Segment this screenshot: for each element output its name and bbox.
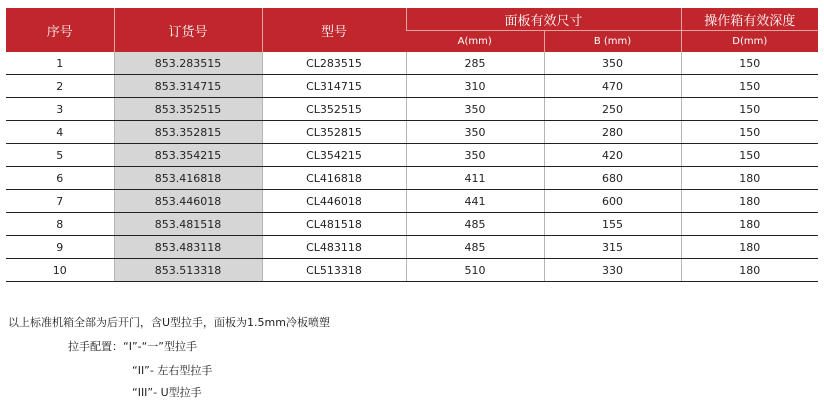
cell-order-no: 853.352815 xyxy=(114,121,262,144)
cell-order-no: 853.481518 xyxy=(114,213,262,236)
cell-index: 4 xyxy=(6,121,114,144)
header-a: A(mm) xyxy=(406,31,544,53)
table-body xyxy=(6,52,818,282)
cell-b: 420 xyxy=(544,144,681,167)
cell-index: 2 xyxy=(6,75,114,98)
cell-index: 6 xyxy=(6,167,114,190)
cell-order-no: 853.354215 xyxy=(114,144,262,167)
cell-b: 315 xyxy=(544,236,681,259)
cell-order-no: 853.416818 xyxy=(114,167,262,190)
note-line-3: “II”- 左右型拉手 xyxy=(132,364,213,377)
table-row xyxy=(6,213,818,236)
cell-index: 1 xyxy=(6,52,114,75)
cell-a: 485 xyxy=(406,236,544,259)
cell-d: 150 xyxy=(681,75,818,98)
cell-model: CL314715 xyxy=(262,75,406,98)
cell-d: 180 xyxy=(681,236,818,259)
cell-model: CL416818 xyxy=(262,167,406,190)
cell-b: 250 xyxy=(544,98,681,121)
note-line-1: 以上标准机箱全部为后开门，含U型拉手，面板为1.5mm冷板喷塑 xyxy=(8,316,330,329)
table-row xyxy=(6,121,818,144)
cell-d: 150 xyxy=(681,121,818,144)
cell-index: 10 xyxy=(6,259,114,282)
cell-model: CL283515 xyxy=(262,52,406,75)
header-order-no: 订货号 xyxy=(114,8,262,52)
cell-d: 180 xyxy=(681,213,818,236)
cell-index: 7 xyxy=(6,190,114,213)
cell-a: 485 xyxy=(406,213,544,236)
cell-model: CL352815 xyxy=(262,121,406,144)
cell-model: CL513318 xyxy=(262,259,406,282)
cell-order-no: 853.314715 xyxy=(114,75,262,98)
cell-model: CL352515 xyxy=(262,98,406,121)
cell-index: 9 xyxy=(6,236,114,259)
cell-b: 350 xyxy=(544,52,681,75)
cell-model: CL481518 xyxy=(262,213,406,236)
cell-b: 680 xyxy=(544,167,681,190)
cell-d: 180 xyxy=(681,167,818,190)
header-b: B (mm) xyxy=(544,31,681,53)
cell-a: 350 xyxy=(406,98,544,121)
cell-d: 150 xyxy=(681,52,818,75)
table-row xyxy=(6,75,818,98)
cell-a: 285 xyxy=(406,52,544,75)
cell-index: 5 xyxy=(6,144,114,167)
cell-model: CL354215 xyxy=(262,144,406,167)
table-row xyxy=(6,259,818,282)
cell-a: 350 xyxy=(406,144,544,167)
table-row xyxy=(6,190,818,213)
cell-a: 350 xyxy=(406,121,544,144)
cell-d: 150 xyxy=(681,144,818,167)
note-line-2: 拉手配置：“I”-“一”型拉手 xyxy=(68,340,198,353)
header-index: 序号 xyxy=(6,8,114,52)
cell-order-no: 853.483118 xyxy=(114,236,262,259)
cell-order-no: 853.283515 xyxy=(114,52,262,75)
note-line-4: “III”- U型拉手 xyxy=(132,386,202,399)
cell-b: 600 xyxy=(544,190,681,213)
table-row xyxy=(6,167,818,190)
header-box-depth: 操作箱有效深度 xyxy=(681,8,818,31)
cell-order-no: 853.513318 xyxy=(114,259,262,282)
header-d: D(mm) xyxy=(681,31,818,53)
header-model: 型号 xyxy=(262,8,406,52)
header-panel-size: 面板有效尺寸 xyxy=(406,8,681,31)
cell-a: 510 xyxy=(406,259,544,282)
cell-d: 180 xyxy=(681,190,818,213)
cell-b: 470 xyxy=(544,75,681,98)
table-row xyxy=(6,144,818,167)
cell-order-no: 853.446018 xyxy=(114,190,262,213)
cell-order-no: 853.352515 xyxy=(114,98,262,121)
cell-a: 411 xyxy=(406,167,544,190)
table-row xyxy=(6,98,818,121)
cell-b: 280 xyxy=(544,121,681,144)
cell-b: 155 xyxy=(544,213,681,236)
cell-a: 441 xyxy=(406,190,544,213)
cell-d: 180 xyxy=(681,259,818,282)
cell-b: 330 xyxy=(544,259,681,282)
cell-index: 8 xyxy=(6,213,114,236)
spec-table xyxy=(6,8,818,282)
cell-model: CL483118 xyxy=(262,236,406,259)
table-row xyxy=(6,236,818,259)
cell-index: 3 xyxy=(6,98,114,121)
cell-a: 310 xyxy=(406,75,544,98)
cell-d: 150 xyxy=(681,98,818,121)
cell-model: CL446018 xyxy=(262,190,406,213)
table-row xyxy=(6,52,818,75)
